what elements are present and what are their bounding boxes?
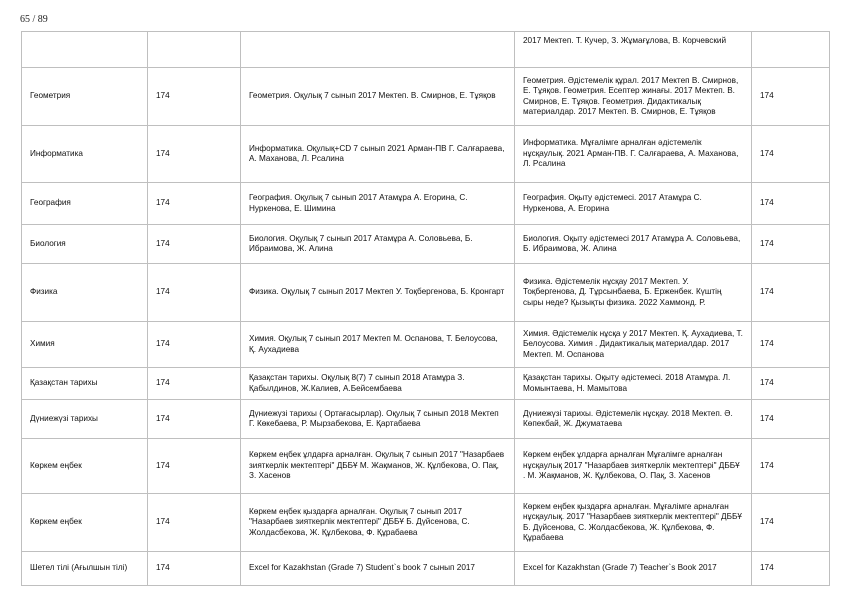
subject-cell	[22, 32, 148, 68]
hours-cell: 174	[148, 400, 241, 439]
textbook-cell: Көркем еңбек ұлдарға арналған. Оқулық 7 сынып 2017 "Назарбаев зияткерлік мектептері" ДББҰ М. Жақманов, Ж. Құлбекова, О. Пақ, З. Хасенов	[241, 439, 515, 494]
count-cell	[752, 32, 830, 68]
hours-cell: 174	[148, 68, 241, 126]
subject-cell: Көркем еңбек	[22, 439, 148, 494]
curriculum-table	[21, 31, 830, 586]
teacher-guide-cell: Қазақстан тарихы. Оқыту әдістемесі. 2018 Атамұра. Л. Момынтаева, Н. Мамытова	[515, 368, 752, 400]
textbook-cell: Физика. Оқулық 7 сынып 2017 Мектеп У. Тоқбергенова, Б. Кронгарт	[241, 264, 515, 322]
hours-cell: 174	[148, 322, 241, 368]
table-row	[22, 400, 830, 439]
table-row	[22, 68, 830, 126]
count-cell: 174	[752, 494, 830, 552]
hours-cell: 174	[148, 494, 241, 552]
textbook-cell: Информатика. Оқулық+CD 7 сынып 2021 Арман-ПВ Г. Салғараева, А. Маханова, Л. Рсалина	[241, 126, 515, 183]
count-cell: 174	[752, 225, 830, 264]
table-row	[22, 494, 830, 552]
page-number: 65 / 89	[20, 14, 48, 25]
hours-cell: 174	[148, 439, 241, 494]
count-cell: 174	[752, 183, 830, 225]
textbook-cell	[241, 32, 515, 68]
hours-cell: 174	[148, 183, 241, 225]
subject-cell: Көркем еңбек	[22, 494, 148, 552]
teacher-guide-cell: Физика. Әдістемелік нұсқау 2017 Мектеп. У. Тоқбергенова, Д. Тұрсынбаева, Б. Ерженбек. Күштің сыры неде? Қызықты физика. 2022 Хаммонд. Р.	[515, 264, 752, 322]
subject-cell: Информатика	[22, 126, 148, 183]
textbook-cell: Excel for Kazakhstan (Grade 7) Student`s book 7 сынып 2017	[241, 552, 515, 586]
table-row	[22, 225, 830, 264]
textbook-cell: География. Оқулық 7 сынып 2017 Атамұра А. Егорина, С. Нуркенова, Е. Шимина	[241, 183, 515, 225]
teacher-guide-cell: Дүниежүзі тарихы. Әдістемелік нұсқау. 2018 Мектеп. Ә. Көпекбай, Ж. Джуматаева	[515, 400, 752, 439]
hours-cell: 174	[148, 368, 241, 400]
count-cell: 174	[752, 400, 830, 439]
table-row	[22, 439, 830, 494]
table-row	[22, 322, 830, 368]
subject-cell: Қазақстан тарихы	[22, 368, 148, 400]
textbook-cell: Көркем еңбек қыздарға арналған. Оқулық 7 сынып 2017 "Назарбаев зияткерлік мектептері" ДББҰ Б. Дүйсенова, С. Жолдасбекова, Ж. Құлбекова, Ф. Құрабаева	[241, 494, 515, 552]
hours-cell: 174	[148, 552, 241, 586]
count-cell: 174	[752, 368, 830, 400]
teacher-guide-cell: Геометрия. Әдістемелік құрал. 2017 Мектеп В. Смирнов, Е. Тұяқов. Геометрия. Есептер жинағы. 2017 Мектеп. В. Смирнов, Е. Тұяқов. Геометрия. Дидактикалық материалдар. 2017 Мектеп. В. Смирнов, Е. Тұяқов	[515, 68, 752, 126]
teacher-guide-cell: Биология. Оқыту әдістемесі 2017 Атамұра А. Соловьева, Б. Ибраимова, Ж. Алина	[515, 225, 752, 264]
count-cell: 174	[752, 552, 830, 586]
table-row	[22, 32, 830, 68]
table-row	[22, 552, 830, 586]
textbook-cell: Химия. Оқулық 7 сынып 2017 Мектеп М. Оспанова, Т. Белоусова, Қ. Аухадиева	[241, 322, 515, 368]
subject-cell: Химия	[22, 322, 148, 368]
subject-cell: Физика	[22, 264, 148, 322]
teacher-guide-cell: Көркем еңбек ұлдарға арналған Мұғалімге арналған нұсқаулық 2017 "Назарбаев зияткерлік мектептері" ДББҰ . М. Жақманов, Ж. Құлбекова, О. Пақ, З. Хасенов	[515, 439, 752, 494]
teacher-guide-cell: Көркем еңбек қыздарға арналған. Мұғалімге арналған нұсқаулық. 2017 "Назарбаев зияткерлік мектептері" ДББҰ Б. Дүйсенова, С. Жолдасбекова, Ж. Құлбекова, Ф. Құрабаева	[515, 494, 752, 552]
hours-cell: 174	[148, 126, 241, 183]
subject-cell: Дүниежүзі тарихы	[22, 400, 148, 439]
teacher-guide-cell: 2017 Мектеп. Т. Кучер, З. Жұмағұлова, В. Корчевский	[515, 32, 752, 68]
subject-cell: Биология	[22, 225, 148, 264]
teacher-guide-cell: Excel for Kazakhstan (Grade 7) Teacher`s Book 2017	[515, 552, 752, 586]
textbook-cell: Геометрия. Оқулық 7 сынып 2017 Мектеп. В. Смирнов, Е. Тұяқов	[241, 68, 515, 126]
count-cell: 174	[752, 322, 830, 368]
teacher-guide-cell: Информатика. Мұғалімге арналған әдістемелік нұсқаулық. 2021 Арман-ПВ. Г. Салғараева, А. Маханова, Л. Рсалина	[515, 126, 752, 183]
subject-cell: География	[22, 183, 148, 225]
count-cell: 174	[752, 126, 830, 183]
teacher-guide-cell: Химия. Әдістемелік нұсқа у 2017 Мектеп. Қ. Аухадиева, Т. Белоусова. Химия . Дидактикалық материалдар. 2017 Мектеп. М. Оспанова	[515, 322, 752, 368]
textbook-cell: Қазақстан тарихы. Оқулық 8(7) 7 сынып 2018 Атамұра З. Қабылдинов, Ж.Калиев, А.Бейсембаева	[241, 368, 515, 400]
table-row	[22, 368, 830, 400]
table-row	[22, 264, 830, 322]
table-row	[22, 183, 830, 225]
hours-cell: 174	[148, 225, 241, 264]
count-cell: 174	[752, 439, 830, 494]
hours-cell	[148, 32, 241, 68]
count-cell: 174	[752, 264, 830, 322]
table-row	[22, 126, 830, 183]
teacher-guide-cell: География. Оқыту әдістемесі. 2017 Атамұра С. Нуркенова, А. Егорина	[515, 183, 752, 225]
textbook-cell: Дүниежүзі тарихы ( Ортағасырлар). Оқулық 7 сынып 2018 Мектеп Г. Көкебаева, Р. Мырзабекова, Е. Қартабаева	[241, 400, 515, 439]
count-cell: 174	[752, 68, 830, 126]
subject-cell: Геометрия	[22, 68, 148, 126]
hours-cell: 174	[148, 264, 241, 322]
subject-cell: Шетел тілі (Ағылшын тілі)	[22, 552, 148, 586]
textbook-cell: Биология. Оқулық 7 сынып 2017 Атамұра А. Соловьева, Б. Ибраимова, Ж. Алина	[241, 225, 515, 264]
